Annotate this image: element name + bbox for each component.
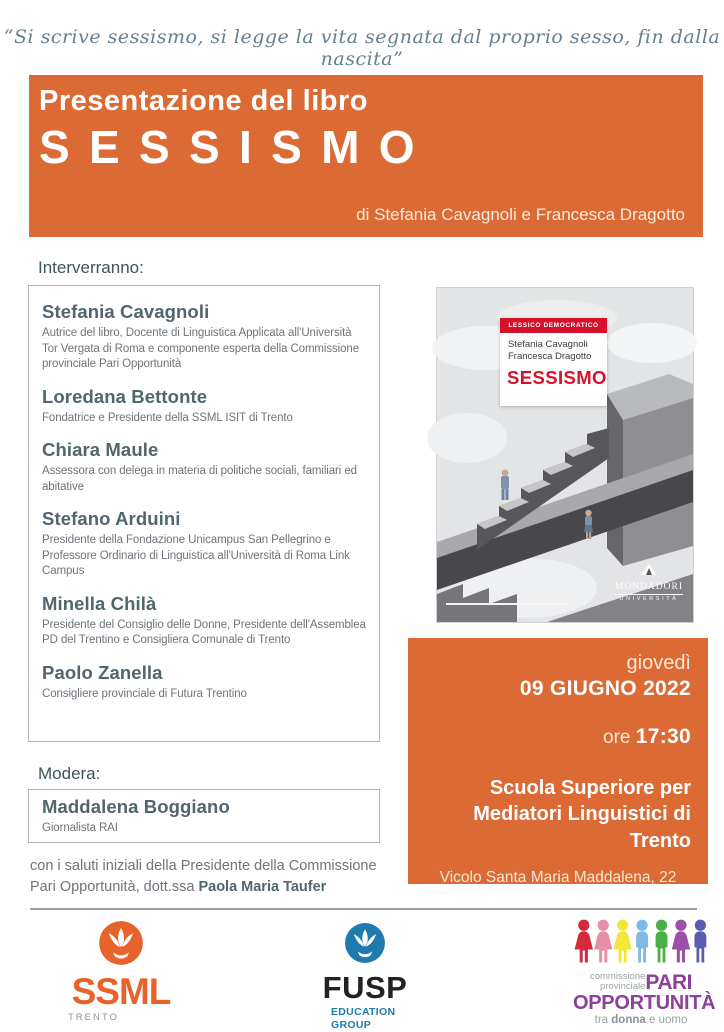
- event-time: [425, 725, 691, 749]
- cover-author-2: Francesca Dragotto: [508, 351, 592, 363]
- pari-opportunita-logo: [573, 918, 716, 1026]
- pari-text-block: [573, 970, 716, 1026]
- event-date: 09 GIUGNO 2022: [519, 677, 691, 700]
- speaker-role: Assessora con delega in materia di politiche sociali, familiari ed abitative: [42, 465, 357, 493]
- footer-divider: [30, 908, 697, 910]
- book-cover: [437, 288, 693, 622]
- speaker-entry: [42, 662, 366, 703]
- moderator-box: [28, 789, 380, 843]
- ssml-emblem-icon: [98, 920, 144, 966]
- speaker-name: Loredana Bettonte: [42, 385, 208, 407]
- event-address: Vicolo Santa Maria Maddalena, 22: [439, 869, 677, 887]
- fusp-emblem-icon: [344, 922, 386, 964]
- moderator-heading: Modera:: [38, 764, 101, 783]
- banner-kicker: Presentazione del libro: [39, 85, 368, 117]
- speaker-name: Stefano Arduini: [42, 508, 181, 530]
- cover-authors: [500, 333, 607, 364]
- top-quote: “Si scrive sessismo, si legge la vita segnata dal proprio sesso, fin dalla nascita”: [3, 26, 721, 70]
- speaker-name: Stefania Cavagnoli: [42, 301, 210, 322]
- cover-author-1: Stefania Cavagnoli: [508, 339, 588, 350]
- pari-big1: PARI: [645, 970, 693, 994]
- greeting-note-text: con i saluti iniziali della Presidente della Commissione Pari Opportunità, dott.ssa: [30, 858, 377, 895]
- pari-big2: OPPORTUNITÀ: [573, 991, 716, 1014]
- fusp-sub-line2: GROUP: [331, 1019, 372, 1032]
- cover-series-band: LESSICO DEMOCRATICO: [500, 318, 607, 333]
- fusp-logo: [305, 922, 425, 1032]
- pari-tagline: tra donna e uomo: [594, 1013, 688, 1026]
- event-info-box: [408, 638, 708, 887]
- speaker-entry: [42, 386, 366, 427]
- pari-figures-icon: [573, 918, 709, 966]
- speakers-box: [28, 285, 380, 742]
- speaker-entry: [42, 301, 366, 373]
- fusp-wordmark: FUSP: [322, 970, 408, 1005]
- publisher-logo: [615, 562, 683, 603]
- moderator-role: Giornalista RAI: [42, 822, 118, 834]
- speaker-role: Autrice del libro, Docente di Linguistica Applicata all'Università Tor Vergata di Roma e componente esperta della Commissione provinciale Pari Opportunità: [42, 327, 360, 371]
- speaker-role: Presidente del Consiglio delle Donne, Presidente dell'Assemblea PD del Trentino e Consigliera Comunale di Trento: [42, 618, 366, 647]
- event-venue: Scuola Superiore per Mediatori Linguistici di Trento: [473, 777, 691, 852]
- fusp-sub: [305, 1006, 425, 1032]
- event-time-label: ore: [603, 727, 636, 748]
- speaker-name: Chiara Maule: [42, 439, 159, 461]
- speakers-heading: Interverranno:: [38, 258, 144, 277]
- banner-byline: di Stefania Cavagnoli e Francesca Dragotto: [356, 205, 685, 224]
- greeting-note: [30, 856, 392, 897]
- moderator-name: Maddalena Boggiano: [42, 796, 230, 817]
- publisher-sub: UNIVERSITÀ: [615, 594, 683, 603]
- speaker-name: Minella Chilà: [42, 592, 157, 614]
- greeting-note-highlight: Paola Maria Taufer: [198, 878, 327, 895]
- speaker-role: Consigliere provinciale di Futura Trentino: [42, 687, 247, 700]
- cover-title-panel: [500, 318, 607, 406]
- publisher-name: MONDADORI: [614, 581, 683, 592]
- cover-decor-line: [446, 603, 571, 605]
- title-banner: [29, 75, 703, 237]
- event-day: giovedì: [626, 652, 691, 674]
- book-title-heading: SESSISMO: [39, 121, 434, 173]
- speaker-role: Fondatrice e Presidente della SSML ISIT di Trento: [42, 411, 293, 424]
- cover-title: SESSISMO: [507, 366, 607, 388]
- fusp-sub-line1: EDUCATION: [331, 1006, 396, 1018]
- speaker-entry: [42, 593, 366, 649]
- speaker-role: Presidente della Fondazione Unicampus San Pellegrino e Professore Ordinario di Linguistica all'Università di Roma Link Campus: [42, 534, 350, 578]
- speaker-entry: [42, 508, 366, 580]
- event-time-value: 17:30: [635, 725, 691, 748]
- pari-line1: commissione: [589, 971, 646, 982]
- ssml-logo: [46, 920, 196, 1023]
- ssml-sub: TRENTO: [68, 1012, 119, 1023]
- speaker-entry: [42, 439, 366, 495]
- ssml-wordmark: SSML: [71, 971, 171, 1012]
- pari-line2: provinciale: [599, 981, 646, 993]
- mondadori-triangle-icon: [641, 564, 657, 575]
- speaker-name: Paolo Zanella: [42, 661, 163, 683]
